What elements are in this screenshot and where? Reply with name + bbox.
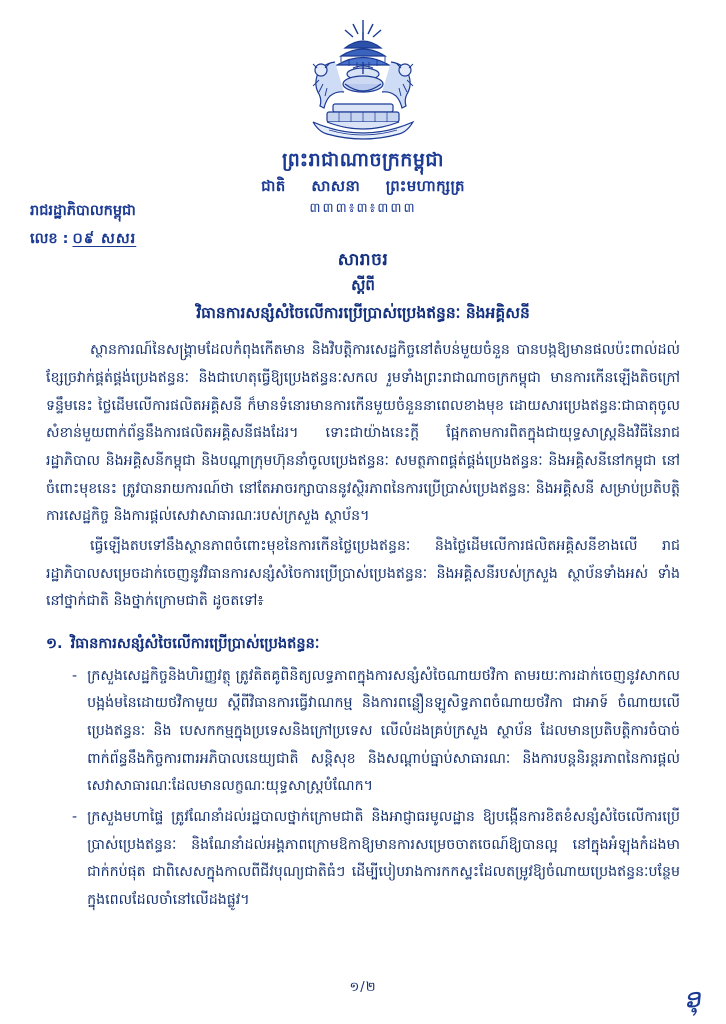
list-item — [72, 804, 680, 915]
section-number: ១. — [46, 635, 63, 653]
document-body — [46, 337, 680, 915]
title-block — [46, 249, 680, 326]
document-subject-label: ស្តីពី — [351, 275, 375, 294]
motto-nation: ជាតិ — [261, 176, 286, 195]
document-number-label: លេខ : — [30, 230, 69, 247]
motto-king: ព្រះមហាក្សត្រ — [385, 176, 465, 195]
letterhead — [30, 198, 136, 253]
signature-initial: ອຸ — [681, 983, 703, 1015]
list-item-text: ក្រសួងមហាផ្ទៃ ត្រូវណែនាំដល់រដ្ឋបាលថ្នាក់ក្រោមជាតិ និងអាជ្ញាធរមូលដ្ឋាន ឱ្យបង្កើនការខិតខំសន្សំសំចៃលើការប្រើប្រាស់ប្រេងឥន្ធនៈ និងណែនាំដល់អង្គភាពក្រោមឱកាឱ្យមានការសម្រេចចាតចេណ៍ឱ្យបានល្អ នៅក្នុងអំឡុងកំដងមាជាក់កប់ផុត ជាពិសេសក្នុងកាលពីជីវបុណ្យជាតិធំៗ ដើម្បីបៀបរាងការកកស្ទះដែលតម្រូវឱ្យចំណាយប្រេងឥន្ធនៈបន្ថែម ក្នុងពេលដែលចាំនៅលើដងផ្លូវ។ — [87, 809, 680, 909]
page-number: ១/២ — [349, 980, 377, 995]
document-topic: វិធានការសន្សំសំចៃលើការប្រើប្រាស់ប្រេងឥន្ធនៈ និងអគ្គិសនី — [196, 303, 530, 322]
decorative-divider: ៣៣៣៖៣៖៣៣៣ — [309, 200, 417, 216]
bullet-dash-icon: - — [72, 809, 78, 826]
document-number — [30, 226, 136, 254]
section-title: វិធានការសន្សំសំចៃលើការប្រើប្រាស់ប្រេងឥន្ធនៈ — [70, 635, 320, 653]
list-item-text: ក្រសួងសេដ្ឋកិច្ចនិងហិរញ្ញវត្ថុ ត្រូវតិតគូពិនិត្យលទ្ធភាពក្នុងការសន្សំសំចៃណាយថវិកា តាមរយៈការដាក់ចេញនូវសាកលបង្អង់មនៃដោយថវិកាមួយ ស្តីពីវិធានការធ្វើវាណកម្ម និងការពន្លឿនឡូសិទ្ធភាពចំណាយថវិកា ជាអាទ៍ ចំណាយលើប្រេងឥន្ធនៈ និង បេសកកម្មក្នុងប្រទេសនិងក្រៅប្រទេស លើលំដងគ្រប់ក្រសួង ស្ថាប័ន ដែលមានប្រតិបត្តិការចំបាច់ពាក់ព័ន្ធនឹងកិច្ចការពារអភិបាលនេយ្យជាតិ សន្តិសុខ និងសណ្តាប់ធ្នាប់សាធារណៈ និងការបន្តនិរន្តរភាពនៃការផ្តល់សេវាសាធារណៈដែលមានលក្ខណៈយុទ្ធសាស្រ្តបំណែក។ — [87, 667, 680, 795]
paragraph-2: ធ្វើឡើងតបទៅនឹងស្ថានភាពចំពោះមុខនៃការកើនថ្លៃប្រេងឥន្ធនៈ និងថ្លៃដើមលើការផលិតអគ្គិសនីខាងលើ រាជរដ្ឋាភិបាលសម្រេចដាក់ចេញនូវវិធានការសន្សំសំចៃការប្រើប្រាស់ប្រេងឥន្ធនៈ និងអគ្គិសនីរបស់ក្រសួង ស្ថាប័នទាំងអស់ ទាំងនៅថ្នាក់ជាតិ និងថ្នាក់ក្រោមជាតិ ដូចតទៅ៖ — [46, 538, 680, 610]
document-type-title: សារាចរ — [337, 249, 389, 270]
issuing-institution: រាជរដ្ឋាភិបាលកម្ពុជា — [30, 203, 136, 219]
national-motto — [46, 177, 680, 199]
list-item — [72, 663, 680, 801]
emblem-container — [46, 18, 680, 150]
motto-religion: សាសនា — [311, 176, 361, 195]
royal-arms-of-cambodia-icon — [283, 18, 443, 146]
document-number-value: ០៩ សសរ — [72, 230, 137, 247]
section-heading-1 — [46, 630, 680, 658]
section-bullet-list — [46, 663, 680, 915]
kingdom-title: ព្រះរាជាណាចក្រកម្ពុជា — [282, 149, 444, 171]
paragraph-1: ស្ថានការណ៍នៃសង្រ្គាមដែលកំពុងកើតមាន និងវិបត្តិការសេដ្ឋកិច្ចនៅតំបន់មួយចំនួន បានបង្កឱ្យមានផលប៉ះពាល់ដល់ខ្សែច្រវាក់ផ្គត់ផ្គង់ប្រេងឥន្ធនៈ និងជាហេតុធ្វើឱ្យប្រេងឥន្ធនៈសកល រួមទាំងព្រះរាជាណាចក្រកម្ពុជា មានការកើនឡើងតិចក្រៅ ទន្ទឹមនេះ ថ្លៃដើមលើការផលិតអគ្គិសនី ក៏មានទំនោរមានការកើនមួយចំនួននាពេលខាងមុខ ដោយសារប្រេងឥន្ធនៈជាធាតុចូលសំខាន់មួយពាក់ព័ន្ធនឹងការផលិតអគ្គិសនីផងដែរ។ ទោះជាយ៉ាងនេះក្តី ផ្អែកតាមការពិតក្នុងជាយុទ្ធសាស្រ្តនិងវិធីនៃរាជរដ្ឋាភិបាល និងអគ្គិសនីកម្ពុជា និងបណ្តាក្រុមហ៊ុននាំចូលប្រេងឥន្ធនៈ សមត្ថភាពផ្គត់ផ្គង់ប្រេងឥន្ធនៈ និងអគ្គិសនីនៅកម្ពុជា នៅចំពោះមុខនេះ ត្រូវបានរាយការណ៍ថា នៅតែអាចរក្សាបាននូវស្ថិរភាពនៃការប្រើប្រាស់ប្រេងឥន្ធនៈ និងអគ្គិសនី សម្រាប់ប្រតិបត្តិការសេដ្ឋកិច្ច និងការផ្តល់សេវាសាធារណៈរបស់ក្រសួង ស្ថាប័ន។ — [46, 342, 680, 525]
bullet-dash-icon: - — [72, 667, 78, 684]
